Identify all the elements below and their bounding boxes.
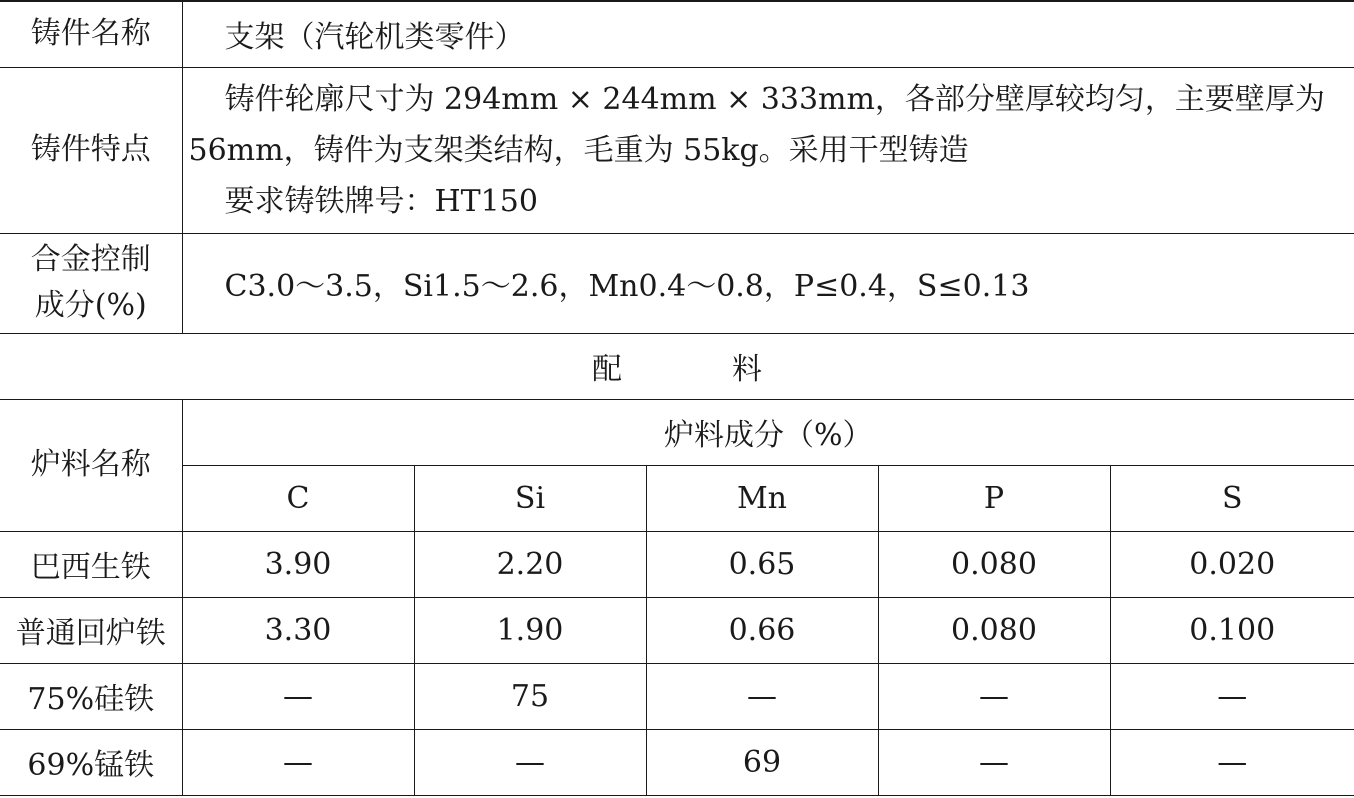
value-cell-mn: —	[646, 663, 878, 729]
alloy-composition-value: C3.0～3.5，Si1.5～2.6，Mn0.4～0.8，P≤0.4，S≤0.13	[182, 233, 1354, 333]
casting-feature-cell	[182, 67, 1354, 233]
value-cell-si: 2.20	[414, 531, 646, 597]
table-row	[0, 597, 1354, 663]
alloy-label-line1: 合金控制	[30, 242, 151, 277]
section-title-part2: 料	[732, 352, 762, 387]
charge-name-cell: 69%锰铁	[0, 729, 182, 795]
value-cell-s: 0.020	[1110, 531, 1354, 597]
charge-name-cell: 75%硅铁	[0, 663, 182, 729]
table-row	[0, 663, 1354, 729]
alloy-composition-row	[0, 233, 1354, 333]
column-header-c: C	[182, 465, 414, 531]
table-row	[0, 531, 1354, 597]
casting-name-label: 铸件名称	[0, 1, 182, 67]
alloy-label-line2: 成分(%)	[34, 288, 147, 323]
charge-composition-header: 炉料成分（%）	[182, 399, 1354, 465]
value-cell-si: 1.90	[414, 597, 646, 663]
table-row	[0, 729, 1354, 795]
value-cell-mn: 0.65	[646, 531, 878, 597]
section-title-row	[0, 333, 1354, 399]
value-cell-c: —	[182, 663, 414, 729]
value-cell-p: 0.080	[878, 531, 1110, 597]
column-header-si: Si	[414, 465, 646, 531]
element-header-row	[0, 465, 1354, 531]
casting-feature-row	[0, 67, 1354, 233]
casting-feature-text: 铸件轮廓尺寸为 294mm × 244mm × 333mm，各部分壁厚较均匀，主要壁厚为56mm，铸件为支架类结构，毛重为 55kg。采用干型铸造	[188, 81, 1325, 168]
value-cell-s: 0.100	[1110, 597, 1354, 663]
casting-name-value: 支架（汽轮机类零件）	[182, 1, 1354, 67]
value-cell-s: —	[1110, 663, 1354, 729]
charge-name-cell: 普通回炉铁	[0, 597, 182, 663]
value-cell-p: 0.080	[878, 597, 1110, 663]
column-header-mn: Mn	[646, 465, 878, 531]
value-cell-mn: 69	[646, 729, 878, 795]
value-cell-s: —	[1110, 729, 1354, 795]
charge-header-row	[0, 399, 1354, 465]
section-title	[0, 333, 1354, 399]
value-cell-mn: 0.66	[646, 597, 878, 663]
alloy-composition-label	[0, 233, 182, 333]
column-header-p: P	[878, 465, 1110, 531]
column-header-s: S	[1110, 465, 1354, 531]
casting-feature-label: 铸件特点	[0, 67, 182, 233]
value-cell-p: —	[878, 729, 1110, 795]
charge-name-header: 炉料名称	[0, 399, 182, 531]
value-cell-si: —	[414, 729, 646, 795]
casting-grade-requirement: 要求铸铁牌号：HT150	[224, 183, 538, 219]
value-cell-c: —	[182, 729, 414, 795]
value-cell-c: 3.30	[182, 597, 414, 663]
section-title-part1: 配	[592, 352, 622, 387]
charge-name-cell: 巴西生铁	[0, 531, 182, 597]
value-cell-c: 3.90	[182, 531, 414, 597]
casting-name-row	[0, 1, 1354, 67]
value-cell-si: 75	[414, 663, 646, 729]
value-cell-p: —	[878, 663, 1110, 729]
